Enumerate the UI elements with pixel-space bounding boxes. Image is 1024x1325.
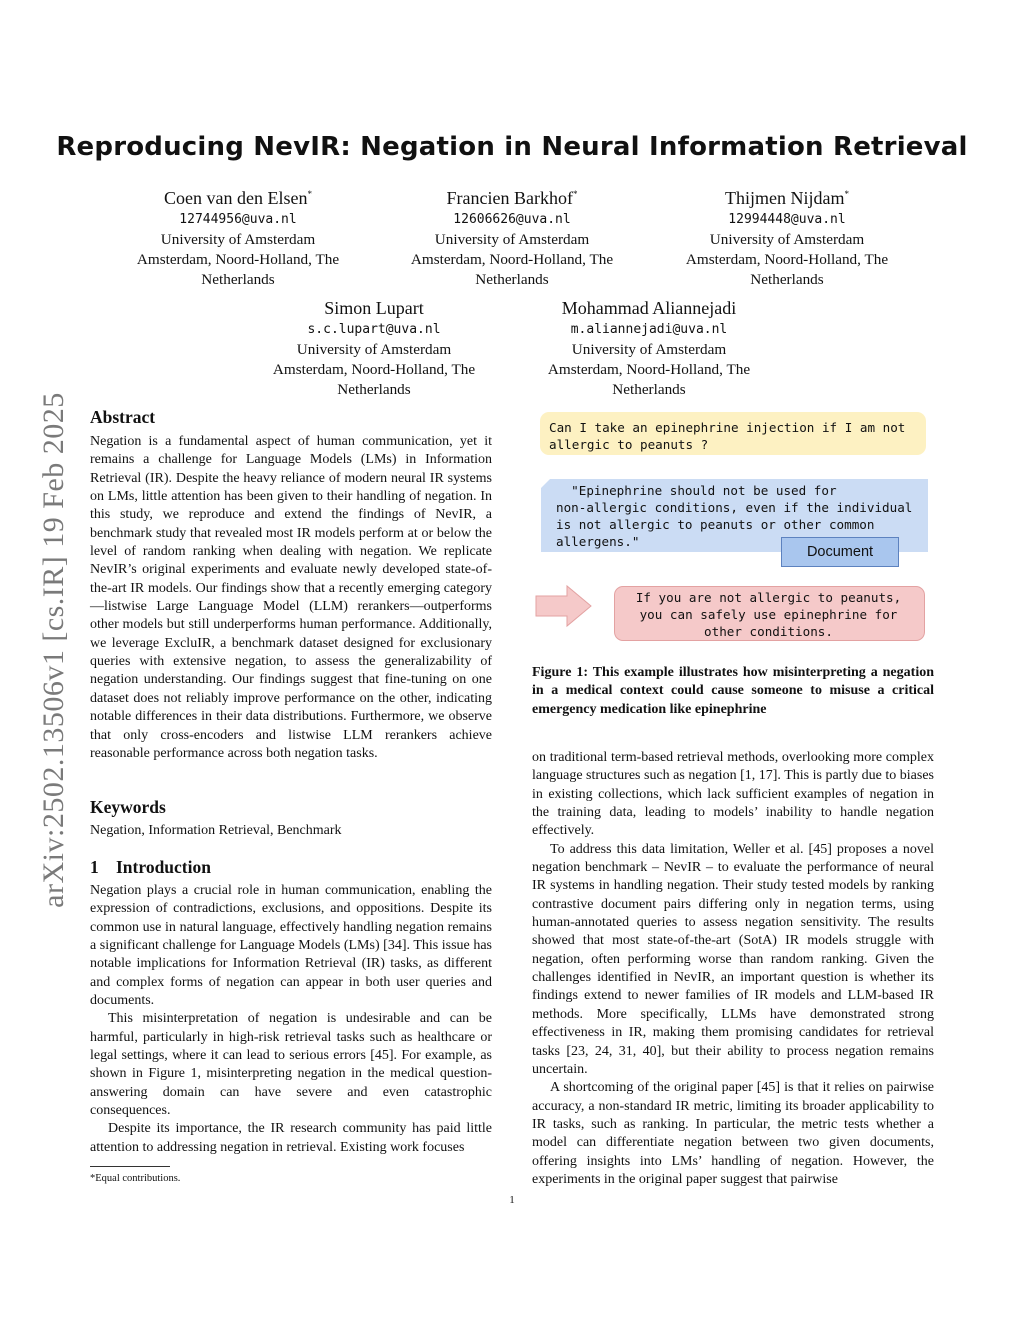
body-paragraph-1: on traditional term-based retrieval methods, overlooking more complex language structures such as negation [1, 17]. This is partly due to biases in existing collections, which lack sufficient examples of negation in the training data, leading to models’ inability to handle negation effectively. [532,750,934,839]
keywords-heading: Keywords [90,797,166,817]
author-location: Amsterdam, Noord-Holland, The [272,361,476,378]
author-email[interactable]: 12606626@uva.nl [453,212,571,227]
author-location: Amsterdam, Noord-Holland, The [136,251,340,268]
intro-paragraph-2: This misinterpretation of negation is undesirable and can be harmful, particularly in high-risk retrieval tasks such as healthcare or legal settings, where it can lead to serious errors [45]. For example, as shown in Figure 1, misinterpreting negation in the medical question-answering domain can have severe and even catastrophic consequences. [90,1011,492,1119]
query-line: Can I take an epinephrine injection if I am not [549,420,906,435]
abstract-text [90,433,492,763]
author-affiliation: University of Amsterdam [434,231,590,248]
arxiv-identifier: arXiv:2502.13506v1 [cs.IR] 19 Feb 2025 [37,392,70,908]
author-location: Amsterdam, Noord-Holland, The [685,251,889,268]
author-block-1 [112,182,364,290]
document-corner-fold [541,479,550,488]
abstract-heading: Abstract [90,407,156,427]
author-location: Netherlands [475,271,549,288]
document-line: is not allergic to peanuts or other common [556,517,875,532]
answer-text [614,589,923,640]
author-block-3 [661,182,913,290]
author-email[interactable]: s.c.lupart@uva.nl [307,322,441,337]
author-location: Netherlands [750,271,824,288]
author-name: Francien Barkhof [446,188,573,208]
footnote: *Equal contributions. [90,1173,181,1184]
intro-paragraph-1: Negation plays a crucial role in human communication, enabling the expression of contradictions, exclusions, and oppositions. Despite its common use in natural language, effectively handling negation remains a significant challenge for Language Models (LMs) [34]. This issue has notable implications for Information Retrieval (IR) tasks, as different and complex forms of negation can appear in both user queries and documents. [90,883,492,1009]
author-block-4 [248,296,500,400]
body-paragraph-3: A shortcoming of the original paper [45] is that it relies on pairwise accuracy, a non-standard IR metric, limiting its broader applicability to IR tasks, such as ranking. In particular, the metric tests whether a model can differentiate negation between two given documents, offering insights into LMs’ handling of negation. However, the experiments in the original paper suggest that pairwise [532,1080,934,1187]
answer-line: If you are not allergic to peanuts, [635,590,902,605]
author-name: Mohammad Aliannejadi [561,298,737,318]
introduction-body [90,882,492,1157]
author-name: Simon Lupart [324,298,424,318]
author-location: Amsterdam, Noord-Holland, The [547,361,751,378]
equal-contribution-mark: * [844,189,849,199]
author-affiliation: University of Amsterdam [160,231,316,248]
equal-contribution-mark: * [572,189,578,199]
author-block-2 [386,182,638,290]
section-number: 1 [90,857,99,877]
keywords-text: Negation, Information Retrieval, Benchmark [90,823,342,838]
author-location: Netherlands [201,271,275,288]
query-text [549,419,905,453]
author-location: Netherlands [612,381,686,398]
abstract-paragraph: Negation is a fundamental aspect of human communication, yet it remains a challenge for Language Models (LMs) in Information Retrieval (IR). Despite the heavy reliance of modern neural IR systems on LMs, little attention has been given to their handling of negation. In this study, we reproduce and extend the findings of NevIR, a benchmark study that revealed most IR models perform at or below the level of random ranking when dealing with negation. We replicate NevIR’s original experiments and evaluate newly developed state-of-the-art IR models. Our findings show that a recently emerging category—listwise Large Language Model (LLM) rerankers—outperforms other models but still underperforms human performance. Additionally, we leverage ExcluIR, a benchmark dataset designed for exclusionary queries with extensive negation, to assess the generalizability of negation understanding. Our findings suggest that fine-tuning on one dataset does not reliably improve performance on the other, indicating notable differences in their data distributions. Furthermore, we observe that only cross-encoders and listwise LLM rerankers achieve reasonable performance across both negation tasks. [90,434,492,761]
footnote-rule [90,1166,170,1167]
right-column-body [532,749,934,1189]
author-location: Netherlands [337,381,411,398]
document-line: "Epinephrine should not be used for [556,483,837,498]
author-block-5 [523,296,775,400]
answer-line: other conditions. [704,624,833,639]
author-affiliation: University of Amsterdam [296,341,452,358]
right-arrow-icon [535,584,593,628]
page-number: 1 [509,1194,515,1206]
equal-contribution-mark: * [307,189,312,199]
paper-title: Reproducing NevIR: Negation in Neural Information Retrieval [56,132,968,162]
document-line: non-allergic conditions, even if the individual [556,500,913,515]
introduction-heading [90,857,211,878]
query-line: allergic to peanuts ? [549,437,709,452]
intro-paragraph-3: Despite its importance, the IR research community has paid little attention to addressing negation in retrieval. Existing work focuses [90,1121,492,1155]
author-email[interactable]: m.aliannejadi@uva.nl [570,322,728,337]
author-affiliation: University of Amsterdam [709,231,865,248]
figure-caption: Figure 1: This example illustrates how misinterpreting a negation in a medical context could cause someone to misuse a critical emergency medication like epinephrine [532,665,934,717]
answer-line: you can safely use epinephrine for [639,607,898,622]
author-email[interactable]: 12994448@uva.nl [728,212,846,227]
author-affiliation: University of Amsterdam [571,341,727,358]
body-paragraph-2: To address this data limitation, Weller et al. [45] proposes a novel negation benchmark – NevIR – to evaluate the performance of neural IR systems in handling negation. Their study tested models by ranking contrastive document pairs differing only in negation terms, using human-annotated queries to assess negation sensitivity. The results showed that most state-of-the-art (SotA) IR models struggle with negation, often performing worse than random ranking. Given the challenges identified in NevIR, an important question is whether its findings extend to newer families of IR models and LLM-based IR methods. More specifically, LLMs have demonstrated strong effectiveness in IR, making them promising candidates for retrieval tasks [23, 24, 31, 40], but their ability to process negation remains uncertain. [532,841,934,1077]
author-name: Coen van den Elsen [164,188,308,208]
document-line: allergens." [556,534,640,549]
author-email[interactable]: 12744956@uva.nl [179,212,297,227]
section-title: Introduction [116,857,211,877]
document-label: Document [781,537,899,567]
author-name: Thijmen Nijdam [725,188,845,208]
author-location: Amsterdam, Noord-Holland, The [410,251,614,268]
